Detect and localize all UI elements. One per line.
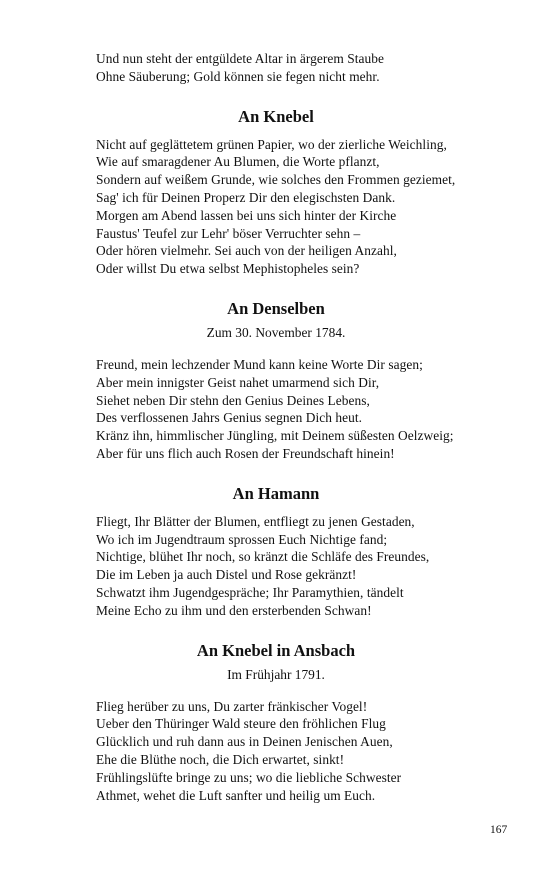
verse-line: Oder willst Du etwa selbst Mephistopheles sein?	[96, 261, 360, 277]
verse-line: Des verflossenen Jahrs Genius segnen Dich heut.	[96, 410, 363, 426]
verse-line: Ohne Säuberung; Gold können sie fegen nicht mehr.	[96, 68, 380, 84]
poem-body	[96, 136, 526, 278]
verse-line: Oder hören vielmehr. Sei auch von der heiligen Anzahl,	[96, 243, 397, 259]
verse-line: Athmet, wehet die Luft sanfter und heilig um Euch.	[96, 787, 376, 803]
verse-line: Frühlingslüfte bringe zu uns; wo die liebliche Schwester	[96, 769, 402, 785]
verse-line: Die im Leben ja auch Distel und Rose gekränzt!	[96, 567, 357, 583]
verse-line: Fliegt, Ihr Blätter der Blumen, entfliegt zu jenen Gestaden,	[96, 513, 415, 529]
poem-title: An Knebel in Ansbach	[196, 640, 356, 660]
verse-line: Und nun steht der entgüldete Altar in ärgerem Staube	[96, 51, 384, 66]
poem-title: An Denselben	[227, 298, 325, 318]
verse-line: Aber mein innigster Geist nahet umarmend sich Dir,	[96, 374, 380, 390]
verse-line: Wo ich im Jugendtraum sprossen Euch Nichtige fand;	[96, 531, 388, 547]
verse-line: Nichtige, blühet Ihr noch, so kränzt die Schläfe des Freundes,	[96, 549, 430, 565]
poem-dedication-date: Im Frühjahr 1791.	[227, 666, 325, 682]
verse-line: Flieg herüber zu uns, Du zarter fränkischer Vogel!	[96, 698, 368, 714]
verse-line: Ehe die Blüthe noch, die Dich erwartet, sinkt!	[96, 751, 345, 767]
poem-body	[96, 698, 526, 805]
poem-title: An Knebel	[238, 106, 314, 126]
verse-line: Aber für uns flich auch Rosen der Freundschaft hinein!	[96, 445, 395, 461]
verse-line: Nicht auf geglättetem grünen Papier, wo der zierliche Weichling,	[96, 136, 447, 152]
verse-line: Kränz ihn, himmlischer Jüngling, mit Deinem süßesten Oelzweig;	[96, 428, 454, 444]
verse-line: Siehet neben Dir stehn den Genius Deines Lebens,	[96, 392, 370, 408]
verse-line: Sag' ich für Deinen Properz Dir den elegischsten Dank.	[96, 189, 396, 205]
intro-stanza	[96, 50, 526, 86]
poem-title: An Hamann	[232, 483, 320, 503]
verse-line: Ueber den Thüringer Wald steure den fröhlichen Flug	[96, 716, 386, 732]
verse-line: Wie auf smaragdener Au Blumen, die Worte pflanzt,	[96, 154, 380, 170]
verse-line: Faustus' Teufel zur Lehr' böser Verruchter sehn –	[96, 225, 361, 241]
poem-body	[96, 356, 526, 463]
verse-line: Schwatzt ihm Jugendgespräche; Ihr Paramythien, tändelt	[96, 584, 404, 600]
verse-line: Meine Echo zu ihm und den ersterbenden Schwan!	[96, 602, 372, 618]
verse-line: Glücklich und ruh dann aus in Deinen Jenischen Auen,	[96, 734, 393, 750]
verse-line: Morgen am Abend lassen bei uns sich hinter der Kirche	[96, 207, 397, 223]
poem-body	[96, 513, 526, 620]
verse-line: Freund, mein lechzender Mund kann keine Worte Dir sagen;	[96, 356, 423, 372]
verse-line: Sondern auf weißem Grunde, wie solches den Frommen geziemet,	[96, 172, 456, 188]
book-page	[96, 50, 526, 804]
page-number: 167	[490, 824, 508, 836]
poem-dedication-date: Zum 30. November 1784.	[206, 324, 346, 340]
